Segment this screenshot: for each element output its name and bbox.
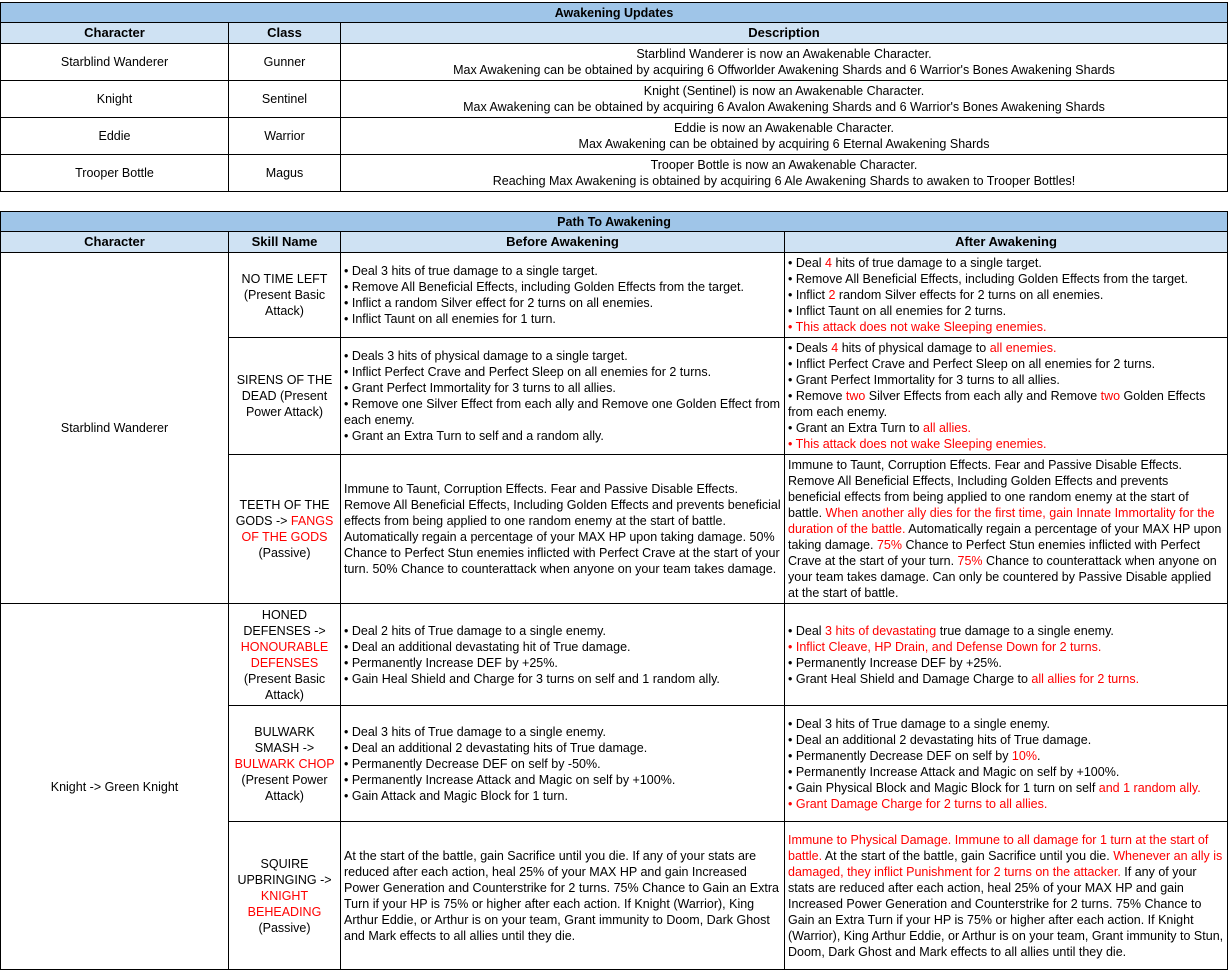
- column-header-skill-name: Skill Name: [229, 232, 341, 253]
- text-segment: SQUIRE UPBRINGING ->: [237, 856, 332, 887]
- changed-text: BULWARK CHOP: [234, 756, 335, 771]
- text-line: [788, 639, 1224, 655]
- changed-text: 75%: [876, 538, 902, 552]
- text-segment: hits of true damage to a single target.: [831, 256, 1042, 270]
- column-header-description: Description: [341, 23, 1228, 44]
- changed-text: • This attack does not wake Sleeping enemies.: [788, 320, 1047, 334]
- text-segment: random Silver effects for 2 turns on all enemies.: [835, 288, 1104, 302]
- after-awakening-cell: [785, 253, 1228, 338]
- before-awakening-cell: [341, 706, 785, 822]
- text-segment: Silver Effects from each ally and Remove: [865, 389, 1101, 403]
- description-cell: [341, 81, 1228, 118]
- text-line: [344, 380, 781, 396]
- changed-text: two: [845, 389, 866, 403]
- character-cell: Eddie: [1, 118, 229, 155]
- changed-text: 4: [831, 341, 839, 355]
- text-line: [788, 287, 1224, 303]
- text-segment: • Permanently Increase DEF by +25%.: [788, 655, 1002, 670]
- text-line: [344, 348, 781, 364]
- text-segment: If any of your stats are reduced after each action, heal 25% of your MAX HP and gain Increased Power Generation and Counterstrike for 2 turns. 75% Chance to Gain an Extra Turn if your HP is 75% or higher after each action. If Knight (Warrior), King Arthur Eddie, or Arthur is on your team, Grant immunity to Stun, Doom, Dark Ghost and Mark effects to all allies until they die.: [788, 864, 1224, 959]
- text-segment: • Remove All Beneficial Effects, including Golden Effects from the target.: [788, 272, 1188, 286]
- class-cell: Gunner: [229, 44, 341, 81]
- text-line: [788, 832, 1224, 960]
- text-line: [344, 788, 781, 804]
- character-cell: Starblind Wanderer: [1, 253, 229, 604]
- text-segment: At the start of the battle, gain Sacrifice until you die.: [822, 848, 1114, 863]
- description-line: Trooper Bottle is now an Awakenable Character.: [650, 158, 918, 172]
- text-line: [232, 497, 337, 561]
- text-line: [344, 263, 781, 279]
- text-segment: • Deal an additional 2 devastating hits of True damage.: [788, 732, 1092, 747]
- text-segment: • Deals: [788, 341, 832, 355]
- changed-text: FANGS OF THE GODS: [241, 514, 334, 544]
- text-line: [344, 279, 781, 295]
- text-line: [344, 655, 781, 671]
- text-line: [344, 481, 781, 577]
- text-segment: • Permanently Decrease DEF on self by -50%.: [344, 756, 601, 771]
- text-segment: • Inflict Taunt on all enemies for 2 turns.: [788, 304, 1007, 318]
- changed-text: • Grant Damage Charge for 2 turns to all allies.: [788, 796, 1048, 811]
- text-line: [344, 772, 781, 788]
- text-line: [344, 848, 781, 944]
- text-line: [788, 764, 1224, 780]
- changed-text: 2: [828, 288, 836, 302]
- text-line: [788, 271, 1224, 287]
- skill-name-cell: [229, 455, 341, 604]
- text-segment: SIRENS OF THE DEAD (Present Power Attack): [236, 373, 333, 419]
- changed-text: When another ally dies for the first time, gain Innate Immortality for the duration of the battle.: [788, 506, 1215, 536]
- text-segment: • Gain Heal Shield and Charge for 3 turns on self and 1 random ally.: [344, 671, 720, 686]
- text-segment: • Inflict a random Silver effect for 2 turns on all enemies.: [344, 296, 654, 310]
- text-line: [232, 607, 337, 703]
- text-segment: • Deal 3 hits of True damage to a single enemy.: [788, 716, 1050, 731]
- text-line: [788, 780, 1224, 796]
- character-cell: Trooper Bottle: [1, 155, 229, 192]
- text-line: [232, 271, 337, 319]
- text-segment: • Deal 3 hits of true damage to a single target.: [344, 264, 598, 278]
- text-segment: • Inflict Taunt on all enemies for 1 turn.: [344, 312, 556, 326]
- text-segment: • Deals 3 hits of physical damage to a single target.: [344, 349, 628, 363]
- text-segment: • Deal 2 hits of True damage to a single enemy.: [344, 623, 606, 638]
- after-awakening-cell: [785, 604, 1228, 706]
- text-segment: Immune to Taunt, Corruption Effects. Fear and Passive Disable Effects. Remove All Beneficial Effects, Including Golden Effects and prevents beneficial effects from being applied to one random enemy at the start of battle.: [788, 458, 1189, 520]
- text-segment: Immune to Taunt, Corruption Effects. Fear and Passive Disable Effects. Remove All Beneficial Effects, Including Golden Effects and prevents beneficial effects from being applied to one random enemy at the start of battle. Automatically regain a percentage of your MAX HP upon taking damage. 50% Chance to Perfect Stun enemies inflicted with Perfect Crave at the start of your turn. 50% Chance to counterattack when anyone on your team takes damage.: [344, 482, 781, 576]
- after-awakening-cell: [785, 822, 1228, 970]
- text-line: [344, 428, 781, 444]
- text-segment: (Present Basic Attack): [243, 671, 326, 702]
- text-line: [788, 372, 1224, 388]
- table-row: [1, 253, 1228, 338]
- description-line: Max Awakening can be obtained by acquiring 6 Eternal Awakening Shards: [578, 137, 990, 151]
- text-line: [788, 356, 1224, 372]
- text-segment: Chance to counterattack when anyone on your team takes damage. Can only be countered by Passive Disable applied at the start of battle.: [788, 554, 1217, 600]
- description-cell: [341, 44, 1228, 81]
- text-segment: hits of physical damage to: [838, 341, 990, 355]
- text-line: [344, 311, 781, 327]
- changed-text: HONOURABLE DEFENSES: [240, 639, 329, 670]
- after-awakening-cell: [785, 338, 1228, 455]
- text-line: [788, 716, 1224, 732]
- column-header-after-awakening: After Awakening: [785, 232, 1228, 253]
- changed-text: 3 hits of devastating: [825, 623, 937, 638]
- text-segment: • Deal an additional 2 devastating hits of True damage.: [344, 740, 648, 755]
- text-line: [344, 396, 781, 428]
- skill-name-cell: [229, 706, 341, 822]
- changed-text: 75%: [957, 554, 983, 568]
- text-segment: • Grant Perfect Immortality for 3 turns to all allies.: [788, 373, 1060, 387]
- awakening-updates-table: [0, 2, 1228, 192]
- before-awakening-cell: [341, 338, 785, 455]
- changed-text: all allies.: [923, 421, 971, 435]
- description-line: Starblind Wanderer is now an Awakenable Character.: [636, 47, 932, 61]
- text-segment: • Grant Perfect Immortality for 3 turns to all allies.: [344, 381, 616, 395]
- skill-name-cell: [229, 253, 341, 338]
- text-segment: • Permanently Increase Attack and Magic on self by +100%.: [788, 764, 1120, 779]
- changed-text: two: [1100, 389, 1121, 403]
- table-title: Path To Awakening: [1, 212, 1228, 232]
- table-title: Awakening Updates: [1, 3, 1228, 23]
- text-segment: At the start of the battle, gain Sacrifice until you die. If any of your stats are reduced after each action, heal 25% of your MAX HP and gain Increased Power Generation and Counterstrike for 2 turns. 75% Chance to Gain an Extra Turn if your HP is 75% or higher after each action. If Knight (Warrior), King Arthur Eddie, or Arthur is on your team, Grant immunity to Doom, Dark Ghost and Mark effects to all allies until they die.: [344, 848, 779, 943]
- text-segment: • Gain Physical Block and Magic Block for 1 turn on self: [788, 780, 1099, 795]
- text-segment: • Permanently Increase Attack and Magic on self by +100%.: [344, 772, 676, 787]
- before-awakening-cell: [341, 822, 785, 970]
- table-row: [1, 155, 1228, 192]
- text-segment: • Deal: [788, 256, 826, 270]
- class-cell: Sentinel: [229, 81, 341, 118]
- column-header-before-awakening: Before Awakening: [341, 232, 785, 253]
- text-line: [344, 724, 781, 740]
- text-segment: • Inflict Perfect Crave and Perfect Sleep on all enemies for 2 turns.: [344, 365, 712, 379]
- text-segment: .: [1036, 748, 1041, 763]
- text-line: [344, 671, 781, 687]
- text-line: [788, 748, 1224, 764]
- text-line: [788, 655, 1224, 671]
- column-header-class: Class: [229, 23, 341, 44]
- text-line: [344, 364, 781, 380]
- after-awakening-cell: [785, 455, 1228, 604]
- description-line: Max Awakening can be obtained by acquiring 6 Avalon Awakening Shards and 6 Warrior's Bones Awakening Shards: [463, 100, 1105, 114]
- path-to-awakening-table: [0, 211, 1228, 970]
- text-segment: TEETH OF THE GODS ->: [235, 498, 330, 528]
- text-segment: • Inflict Perfect Crave and Perfect Sleep on all enemies for 2 turns.: [788, 357, 1156, 371]
- text-segment: • Inflict: [788, 288, 829, 302]
- skill-name-cell: [229, 822, 341, 970]
- before-awakening-cell: [341, 604, 785, 706]
- text-segment: • Permanently Decrease DEF on self by: [788, 748, 1012, 763]
- text-segment: • Permanently Increase DEF by +25%.: [344, 655, 558, 670]
- text-line: [788, 340, 1224, 356]
- changed-text: • This attack does not wake Sleeping enemies.: [788, 437, 1047, 451]
- changed-text: • Inflict Cleave, HP Drain, and Defense Down for 2 turns.: [788, 639, 1102, 654]
- changed-text: all allies for 2 turns.: [1031, 671, 1140, 686]
- text-line: [788, 255, 1224, 271]
- text-line: [344, 623, 781, 639]
- class-cell: Warrior: [229, 118, 341, 155]
- character-cell: Knight: [1, 81, 229, 118]
- text-segment: • Grant an Extra Turn to: [788, 421, 923, 435]
- text-line: [344, 756, 781, 772]
- text-segment: • Remove All Beneficial Effects, including Golden Effects from the target.: [344, 280, 744, 294]
- text-line: [788, 436, 1224, 452]
- table-row: [1, 118, 1228, 155]
- skill-name-cell: [229, 604, 341, 706]
- changed-text: Whenever an ally is damaged, they inflict Punishment for 2 turns on the attacker.: [788, 848, 1223, 879]
- text-line: [344, 295, 781, 311]
- table-row: [1, 44, 1228, 81]
- text-line: [788, 623, 1224, 639]
- text-segment: • Remove one Silver Effect from each ally and Remove one Golden Effect from each enemy.: [344, 397, 781, 427]
- text-line: [344, 639, 781, 655]
- text-line: [788, 388, 1224, 420]
- description-cell: [341, 118, 1228, 155]
- description-cell: [341, 155, 1228, 192]
- text-segment: NO TIME LEFT (Present Basic Attack): [241, 272, 328, 318]
- text-segment: (Passive): [258, 920, 311, 935]
- text-line: [788, 457, 1224, 601]
- description-line: Reaching Max Awakening is obtained by acquiring 6 Ale Awakening Shards to awaken to Trooper Bottles!: [492, 174, 1076, 188]
- text-segment: • Deal an additional devastating hit of True damage.: [344, 639, 631, 654]
- class-cell: Magus: [229, 155, 341, 192]
- text-segment: • Grant an Extra Turn to self and a random ally.: [344, 429, 604, 443]
- changed-text: Immune to Physical Damage. Immune to all damage for 1 turn at the start of battle.: [788, 832, 1209, 863]
- column-header-character: Character: [1, 232, 229, 253]
- text-line: [232, 372, 337, 420]
- text-segment: • Gain Attack and Magic Block for 1 turn.: [344, 788, 568, 803]
- text-line: [232, 724, 337, 804]
- text-segment: • Grant Heal Shield and Damage Charge to: [788, 671, 1032, 686]
- text-line: [232, 856, 337, 936]
- text-segment: (Present Power Attack): [241, 772, 328, 803]
- text-segment: true damage to a single enemy.: [936, 623, 1114, 638]
- column-header-character: Character: [1, 23, 229, 44]
- description-line: Max Awakening can be obtained by acquiring 6 Offworlder Awakening Shards and 6 Warrior's Bones Awakening Shards: [453, 63, 1115, 77]
- table-row: [1, 81, 1228, 118]
- changed-text: 4: [825, 256, 832, 270]
- skill-name-cell: [229, 338, 341, 455]
- character-cell: Starblind Wanderer: [1, 44, 229, 81]
- text-segment: • Remove: [788, 389, 846, 403]
- text-line: [788, 671, 1224, 687]
- text-segment: Automatically regain a percentage of your MAX HP upon taking damage.: [788, 522, 1222, 552]
- changed-text: KNIGHT BEHEADING: [247, 888, 322, 919]
- changed-text: all enemies.: [989, 341, 1057, 355]
- before-awakening-cell: [341, 253, 785, 338]
- text-line: [788, 319, 1224, 335]
- text-line: [788, 303, 1224, 319]
- changed-text: and 1 random ally.: [1098, 780, 1201, 795]
- text-line: [788, 420, 1224, 436]
- changed-text: 10%: [1011, 748, 1037, 763]
- description-line: Eddie is now an Awakenable Character.: [673, 121, 895, 135]
- after-awakening-cell: [785, 706, 1228, 822]
- table-row: [1, 604, 1228, 706]
- description-line: Knight (Sentinel) is now an Awakenable Character.: [643, 84, 925, 98]
- text-segment: • Deal: [788, 623, 826, 638]
- text-segment: • Deal 3 hits of True damage to a single enemy.: [344, 724, 606, 739]
- text-segment: Chance to Perfect Stun enemies inflicted with Perfect Crave at the start of your turn.: [788, 538, 1201, 568]
- text-line: [788, 732, 1224, 748]
- text-segment: (Passive): [258, 546, 311, 560]
- text-segment: HONED DEFENSES ->: [243, 607, 326, 638]
- text-line: [344, 740, 781, 756]
- before-awakening-cell: [341, 455, 785, 604]
- text-segment: BULWARK SMASH ->: [254, 724, 315, 755]
- text-line: [788, 796, 1224, 812]
- text-segment: Golden Effects from each enemy.: [788, 389, 1206, 419]
- character-cell: Knight -> Green Knight: [1, 604, 229, 970]
